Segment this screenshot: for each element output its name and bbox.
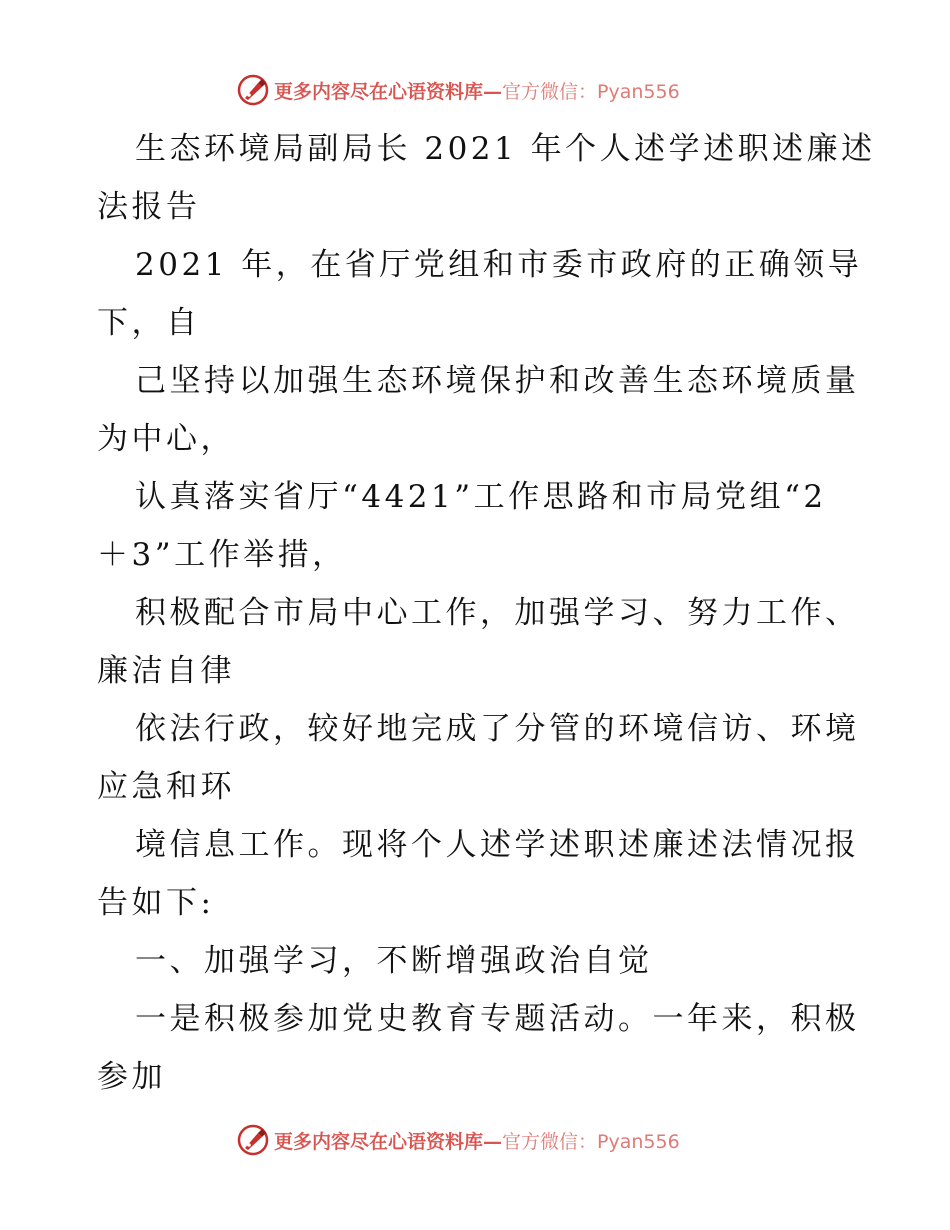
document-line: 法报告: [97, 189, 201, 225]
document-line: 一、加强学习，不断增强政治自觉: [135, 943, 653, 979]
document-line: 2021 年，在省厅党组和市委市政府的正确领导: [135, 247, 863, 283]
document-line: 廉洁自律: [97, 653, 235, 689]
banner-main-text: 更多内容尽在心语资料库—: [274, 1130, 503, 1153]
document-line: 己坚持以加强生态环境保护和改善生态环境质量: [135, 363, 860, 399]
document-line: 应急和环: [97, 769, 235, 805]
document-line: 生态环境局副局长 2021 年个人述学述职述廉述: [135, 131, 876, 167]
document-line: 为中心，: [97, 421, 235, 457]
document-line: 参加: [97, 1059, 166, 1095]
footer-watermark-banner: [0, 1120, 950, 1160]
banner-main-text: 更多内容尽在心语资料库—: [274, 80, 503, 103]
document-line: 一是积极参加党史教育专题活动。一年来，积极: [135, 1001, 860, 1037]
document-line: 认真落实省厅“4421”工作思路和市局党组“2: [135, 479, 827, 515]
header-watermark-banner: [0, 70, 950, 110]
banner-wechat-text: 官方微信：Pyan556: [502, 80, 680, 103]
document-body: [97, 120, 876, 1106]
pen-nib-logo-icon: [236, 1123, 270, 1157]
banner-wechat-text: 官方微信：Pyan556: [502, 1130, 680, 1153]
document-line: 积极配合市局中心工作，加强学习、努力工作、: [135, 595, 860, 631]
document-line: ＋3”工作举措，: [97, 537, 347, 573]
document-line: 依法行政，较好地完成了分管的环境信访、环境: [135, 711, 860, 747]
document-line: 境信息工作。现将个人述学述职述廉述法情况报: [135, 827, 860, 863]
document-line: 下，自: [97, 305, 201, 341]
pen-nib-logo-icon: [236, 73, 270, 107]
document-line: 告如下:: [97, 885, 215, 921]
